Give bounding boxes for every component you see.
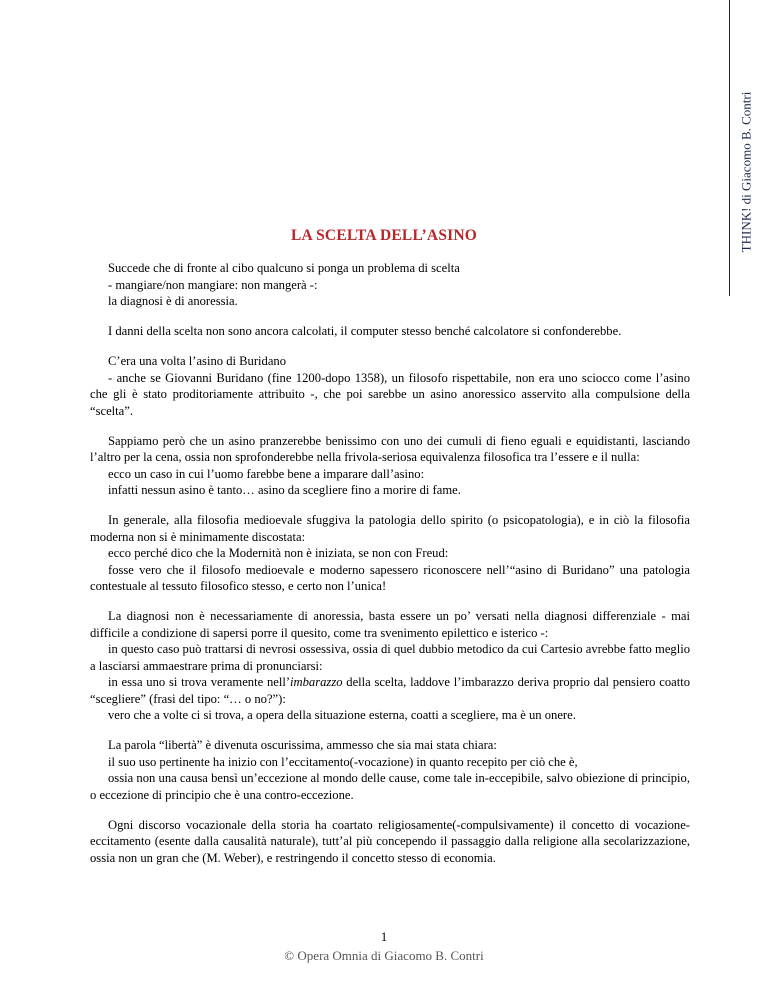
document-body <box>90 260 690 880</box>
paragraph-line: in questo caso può trattarsi di nevrosi ossessiva, ossia di quel dubbio metodico da cui Cartesio avrebbe fatto meglio a lasciarsi ammaestrare prima di pronunciarsi: <box>90 642 690 673</box>
side-header <box>736 50 756 294</box>
side-divider <box>729 0 730 296</box>
page-number: 1 <box>380 930 388 944</box>
paragraph-line: fosse vero che il filosofo medioevale e moderno sapessero riconoscere nell’“asino di Buridano” una patologia contestuale al tessuto filosofico stesso, e certo non l’unica! <box>90 562 690 593</box>
paragraph-line: vero che a volte ci si trova, a opera della situazione esterna, coatti a scegliere, ma è un onere. <box>108 708 576 722</box>
footer-copyright: © Opera Omnia di Giacomo B. Contri <box>284 948 484 963</box>
paragraph <box>90 323 690 340</box>
paragraph-line: il suo uso pertinente ha inizio con l’eccitamento(-vocazione) in quanto recepito per ciò che è, <box>108 754 578 769</box>
paragraph-line: ossia non una causa bensì un’eccezione al mondo delle cause, come tale in-eccepibile, salvo obiezione di principio, o eccezione di principio che è una contro-eccezione. <box>90 771 690 802</box>
side-header-text: THINK! di Giacomo B. Contri <box>738 91 754 253</box>
paragraph-line: ecco un caso in cui l’uomo farebbe bene a imparare dall’asino: <box>108 466 425 481</box>
paragraph-line: - mangiare/non mangiare: non mangerà -: <box>108 277 318 292</box>
paragraph-line: - anche se Giovanni Buridano (fine 1200-dopo 1358), un filosofo rispettabile, non era uno sciocco come l’asino che gli è stato proditoriamente attribuito -, che poi sarebbe un asino anoressico asservito alla compulsione della “scelta”. <box>90 370 690 418</box>
paragraph <box>90 608 690 724</box>
paragraph <box>90 353 690 419</box>
paragraph-line: in essa uno si trova veramente nell’imbarazzo della scelta, laddove l’imbarazzo deriva proprio dal pensiero coatto “scegliere” (frasi del tipo: “… o no?”): <box>90 675 690 706</box>
paragraph-line: Sappiamo però che un asino pranzerebbe benissimo con uno dei cumuli di fieno eguali e equidistanti, lasciando l’altro per la cena, ossia non sprofonderebbe nella frivola-seriosa equivalenza filosofica tra l’essere e il nulla: <box>90 433 690 464</box>
paragraph <box>90 817 690 867</box>
paragraph <box>90 260 690 310</box>
paragraph-line: ecco perché dico che la Modernità non è iniziata, se non con Freud: <box>108 546 449 560</box>
paragraph <box>90 512 690 595</box>
paragraph-line: infatti nessun asino è tanto… asino da scegliere fino a morire di fame. <box>108 483 461 497</box>
paragraph-line: La diagnosi non è necessariamente di anoressia, basta essere un po’ versati nella diagnosi differenziale - mai difficile a condizione di sapersi porre il quesito, come tra svenimento epilettico e isterico -: <box>90 609 690 640</box>
paragraph-line: I danni della scelta non sono ancora calcolati, il computer stesso benché calcolatore si confonderebbe. <box>108 324 622 338</box>
paragraph-line: Ogni discorso vocazionale della storia ha coartato religiosamente(-compulsivamente) il concetto di vocazione-eccitamento (esente dalla causalità naturale), tutt’al più concependo il passaggio dalla religione alla secolarizzazione, ossia non un gran che (M. Weber), e restringendo il concetto stesso di economia. <box>90 817 690 865</box>
paragraph-line: La parola “libertà” è divenuta oscurissima, ammesso che sia mai stata chiara: <box>108 738 497 752</box>
paragraph <box>90 737 690 803</box>
paragraph-line: C’era una volta l’asino di Buridano <box>108 354 287 368</box>
document-title: LA SCELTA DELL’ASINO <box>290 227 478 244</box>
paragraph-line: la diagnosi è di anoressia. <box>108 294 238 308</box>
paragraph-line: In generale, alla filosofia medioevale sfuggiva la patologia dello spirito (o psicopatologia), e in ciò la filosofia moderna non si è minimamente discostata: <box>90 513 690 544</box>
paragraph <box>90 433 690 499</box>
paragraph-line: Succede che di fronte al cibo qualcuno si ponga un problema di scelta <box>108 261 460 275</box>
